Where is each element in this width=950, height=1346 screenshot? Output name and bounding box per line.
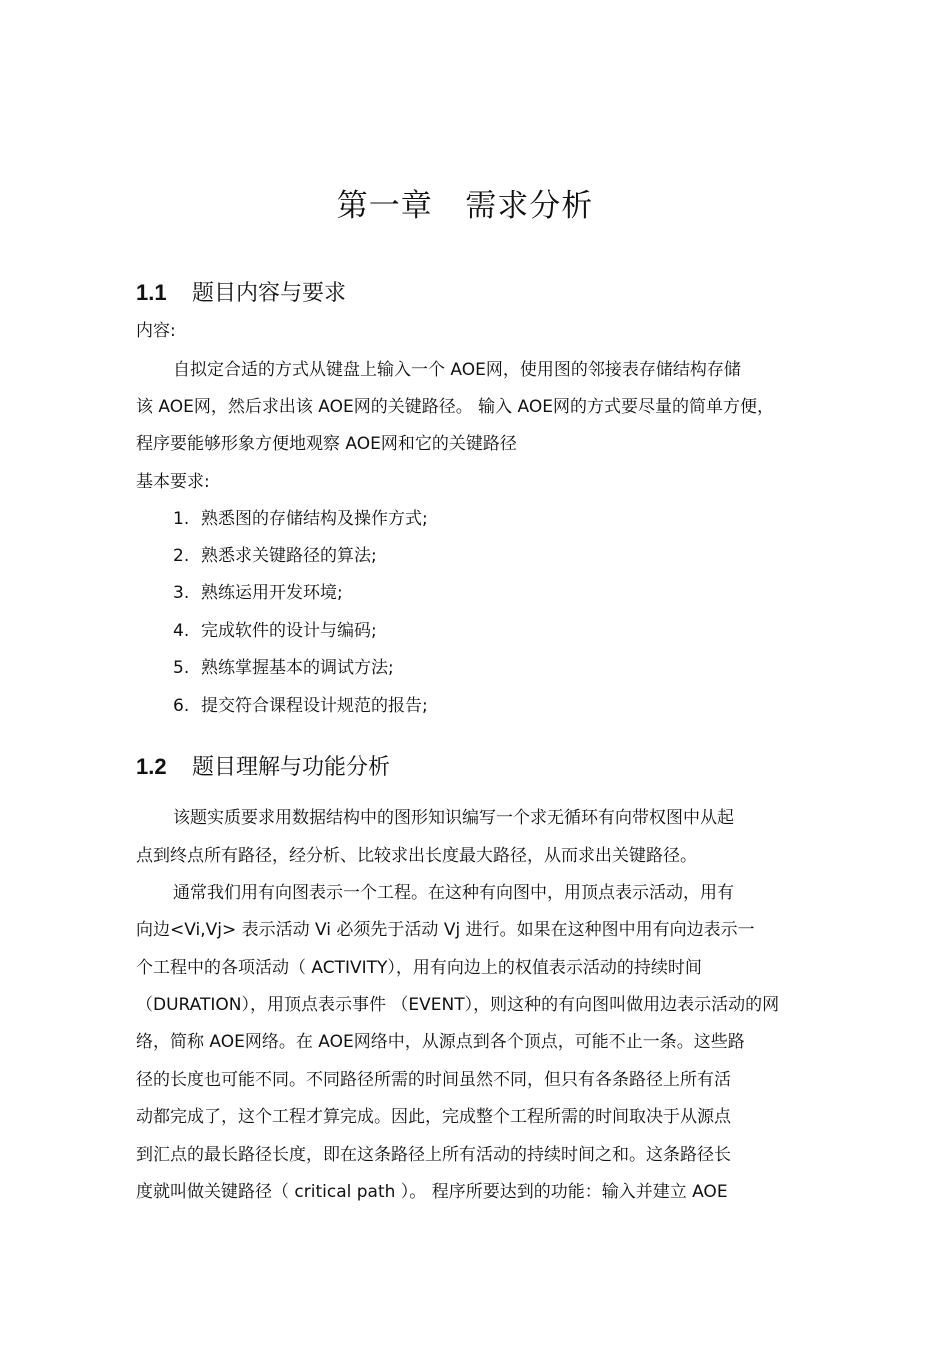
paragraph-line: 络，简称 AOE网络。在 AOE网络中，从源点到各个顶点，可能不止一条。这些路: [136, 1032, 745, 1052]
content-label: 内容:: [136, 321, 176, 341]
item-text: 熟练运用开发环境;: [201, 583, 343, 603]
section-heading-1-1: [136, 276, 346, 307]
requirement-item: [173, 695, 428, 717]
paragraph-line: 径的长度也可能不同。不同路径所需的时间虽然不同，但只有各条路径上所有活: [136, 1070, 731, 1090]
chapter-title: 第一章 需求分析: [336, 188, 594, 224]
item-number: 3.: [173, 583, 190, 603]
paragraph-line: 该题实质要求用数据结构中的图形知识编写一个求无循环有向带权图中从起: [173, 808, 734, 828]
item-text: 熟练掌握基本的调试方法;: [201, 658, 394, 678]
item-number: 2.: [173, 546, 190, 566]
paragraph-line: 个工程中的各项活动（ ACTIVITY），用有向边上的权值表示活动的持续时间: [136, 958, 702, 978]
item-number: 6.: [173, 696, 190, 716]
paragraph-line: 动都完成了，这个工程才算完成。因此，完成整个工程所需的时间取决于从源点: [136, 1107, 731, 1127]
item-text: 完成软件的设计与编码;: [201, 621, 377, 641]
item-text: 熟悉图的存储结构及操作方式;: [201, 509, 428, 529]
item-text: 提交符合课程设计规范的报告;: [201, 696, 428, 716]
paragraph-line: 该 AOE网，然后求出该 AOE网的关键路径。 输入 AOE网的方式要尽量的简单方便，: [136, 397, 774, 417]
paragraph-line: （DURATION），用顶点表示事件 （EVENT），则这种的有向图叫做用边表示活动的网: [136, 995, 780, 1015]
item-number: 4.: [173, 621, 190, 641]
requirement-item: [173, 620, 377, 642]
paragraph-line: 度就叫做关键路径（ critical path ）。 程序所要达到的功能：输入并建立 AOE: [136, 1182, 728, 1202]
requirement-item: [173, 582, 343, 604]
requirement-item: [173, 657, 394, 679]
item-number: 5.: [173, 658, 190, 678]
paragraph-line: 到汇点的最长路径长度，即在这条路径上所有活动的持续时间之和。这条路径长: [136, 1145, 731, 1165]
paragraph-line: 点到终点所有路径，经分析、比较求出长度最大路径，从而求出关键路径。: [136, 846, 697, 866]
requirement-item: [173, 545, 377, 567]
paragraph-line: 自拟定合适的方式从键盘上输入一个 AOE网，使用图的邻接表存储结构存储: [173, 360, 741, 380]
requirements-label: 基本要求:: [136, 472, 210, 492]
section-heading-1-2: [136, 750, 390, 781]
section-number: 1.2: [136, 754, 167, 779]
section-title: 题目理解与功能分析: [192, 755, 391, 780]
paragraph-line: 向边<Vi,Vj> 表示活动 Vi 必须先于活动 Vj 进行。如果在这种图中用有向边表示一: [136, 920, 755, 940]
requirement-item: [173, 508, 428, 530]
section-title: 题目内容与要求: [192, 281, 347, 306]
paragraph-line: 通常我们用有向图表示一个工程。在这种有向图中，用顶点表示活动，用有: [173, 883, 734, 903]
paragraph-line: 程序要能够形象方便地观察 AOE网和它的关键路径: [136, 434, 517, 454]
item-text: 熟悉求关键路径的算法;: [201, 546, 377, 566]
section-number: 1.1: [136, 280, 167, 305]
item-number: 1.: [173, 509, 190, 529]
